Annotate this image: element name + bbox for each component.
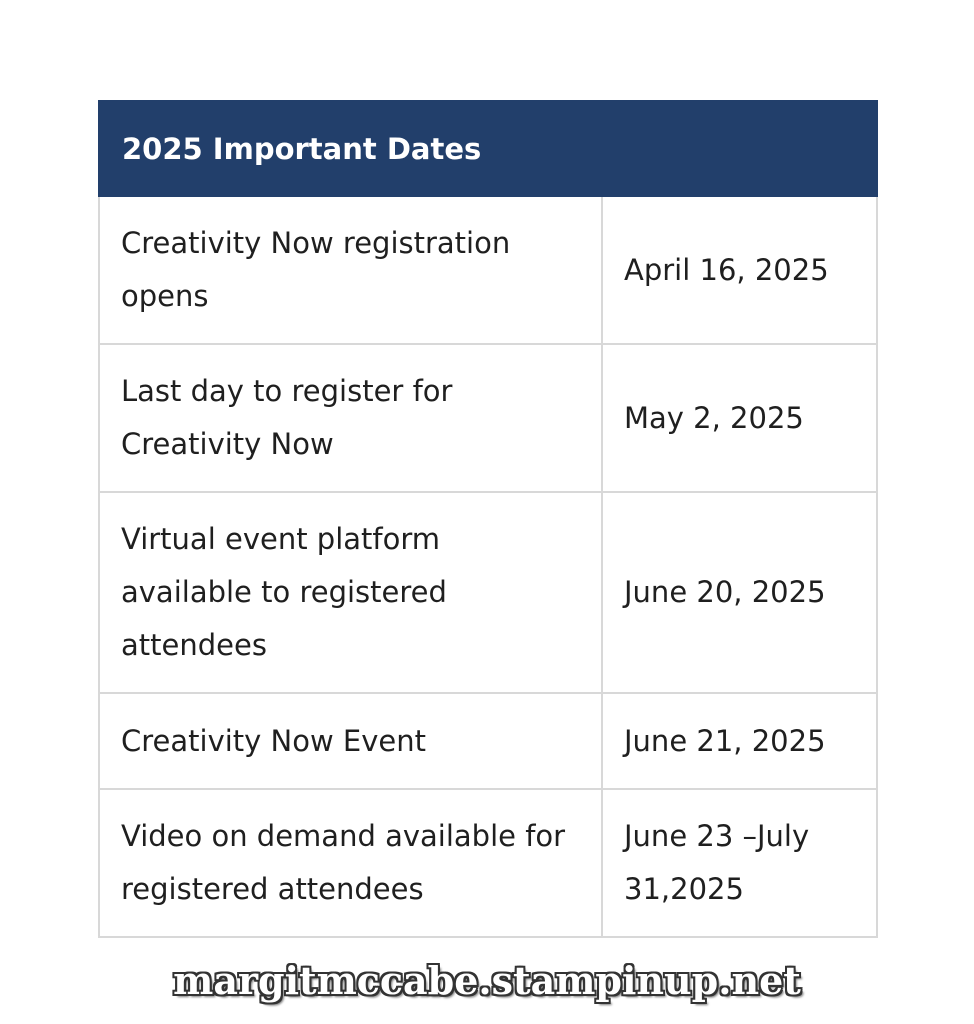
date-cell: June 21, 2025 [602, 693, 877, 789]
event-cell: Video on demand available for registered attendees [99, 789, 602, 937]
table-row [99, 196, 877, 344]
table-row [99, 492, 877, 693]
table-row [99, 789, 877, 937]
event-cell: Last day to register for Creativity Now [99, 344, 602, 492]
table-row [99, 344, 877, 492]
important-dates-table [98, 100, 878, 938]
event-cell: Creativity Now Event [99, 693, 602, 789]
event-cell: Creativity Now registration opens [99, 196, 602, 344]
date-cell: May 2, 2025 [602, 344, 877, 492]
date-cell: June 23 –July 31,2025 [602, 789, 877, 937]
date-cell: April 16, 2025 [602, 196, 877, 344]
date-cell: June 20, 2025 [602, 492, 877, 693]
table-row [99, 693, 877, 789]
website-watermark: margitmccabe.stampinup.net [173, 958, 801, 1003]
table-header-row [99, 101, 877, 196]
event-cell: Virtual event platform available to registered attendees [99, 492, 602, 693]
table-title: 2025 Important Dates [99, 101, 877, 196]
